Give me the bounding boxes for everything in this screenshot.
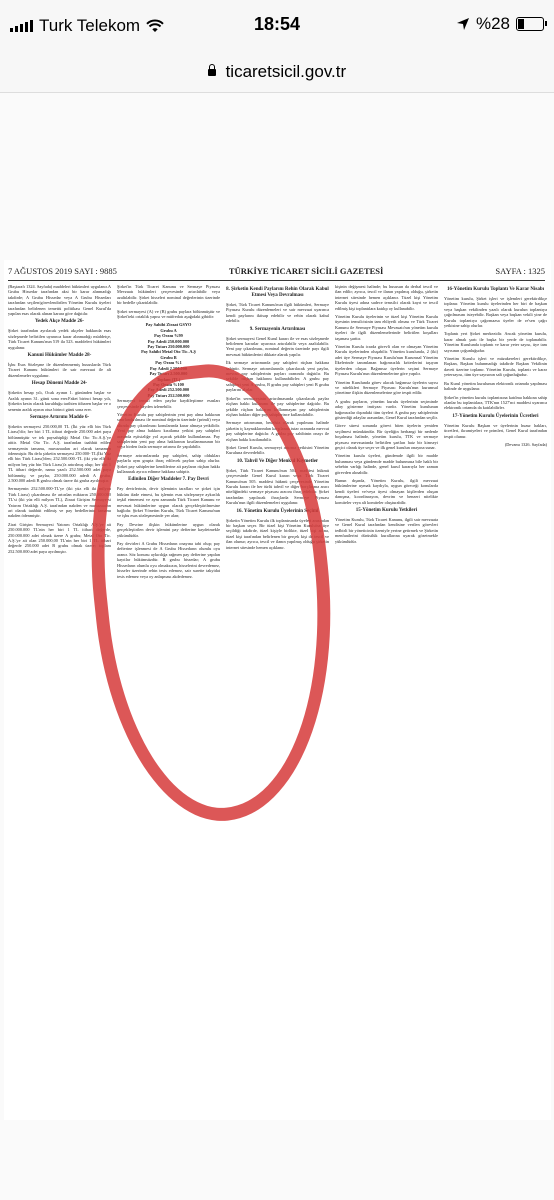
share-table-line: Grubu A bbox=[160, 327, 177, 333]
paragraph: Sermaye artırımlarında pay sahipleri, sahip oldukları paylarla aynı grupta ihraç edilecek payları sahip olurlar. Şirket pay sahiplerine kendilerine ait payların rüçhan hakkı kullanarak ayrıca edinme hakkına sahiptir. bbox=[117, 452, 220, 474]
section-heading: Yedek Akçe Madde 26- bbox=[34, 319, 85, 325]
continuation-note: (Devamı 1326. Sayfada) bbox=[504, 441, 547, 447]
paragraph: Yönetim Kurulu işleri ve müzakereleri gerektirdikçe, Başkan, Başkan bulunmadığı takdirde Başkan Vekilinin daveti üzerine toplanır. Yönetim Kurulu, toplantı ve karar yetersayısı, tüm üye sayısının salt çoğunluğudur. bbox=[444, 356, 547, 378]
carrier-name: Turk Telekom bbox=[39, 16, 141, 35]
paragraph: Şirket, Türk Ticaret Kanunu'nun 504. maddesi hükmü çerçevesinde Genel Kurul kararı veya Türk Ticaret Kanunu'nun 505. maddesi hükmü çerçevesinde Yönetim Kurulu kararı ile her türlü tahvil ve diğer borçlanma aracı niteliğindeki sermaye piyasası aracını ihraç edebilir. Şirket tarafından yapılacak ihraçlarda Sermaye Piyasası Kurulu'nun ilgili düzenlemeleri uygulanır. bbox=[226, 467, 329, 506]
paragraph: Şirket'in Türk Ticaret Kanunu ve Sermaye Piyasası Mevzuatı hükümleri çerçevesinde artırılabilir veya azaltılabilir. Şirket hisseleri nominal değerlerinin üzerinde bir bedelle çıkartılabilir. bbox=[117, 284, 220, 306]
paragraph: Görev süresi sonunda görevi biten üyelerin yeniden seçilmesi mümkündür. Bir üyeliğin herhangi bir nedenle boşalması halinde, yönetim kurulu, TTK ve sermaye piyasası mevzuatında belirtilen şartları haiz bir kimseyi geçici olarak üye seçer ve ilk genel kurulun onayına sunar. bbox=[335, 423, 438, 450]
paragraph: Şirket, Türk Ticaret Kanunu'nun ilgili hükümleri, Sermaye Piyasası Kurulu düzenlemeleri ve sair mevzuat uyarınca kendi paylarını iktisap edebilir ve rehin olarak kabul edebilir. bbox=[226, 302, 329, 324]
gazette-date-issue: 7 AĞUSTOS 2019 SAYI : 9885 bbox=[8, 266, 117, 276]
share-table-line: Pay Adedi 252.500.000 bbox=[147, 387, 190, 393]
paragraph: Pay Devrine ilişkin hükümlerine uygun olarak gerçekleştirilen devir işlemini pay defterine kaydetmekle yükümlüdür. bbox=[117, 521, 220, 538]
share-table-line: Grubu B bbox=[160, 354, 177, 360]
gazette-page bbox=[4, 260, 551, 1120]
section-heading: 17-Yönetim Kurulu Üyelerinin Ücretleri bbox=[452, 413, 539, 419]
paragraph: Yönetim Kurulunda görev alacak bağımsız üyelerin sayısı ve nitelikleri Sermaye Piyasası Kurulu'nun kurumsal yönetime ilişkin düzenlemelerine göre tespit edilir. bbox=[335, 379, 438, 396]
paragraph: Şirketin Yönetim Kurulu ilk toplantısında üyeleri arasından bir başkan seçer. Bir tüzel kişi Yönetim Kurulu'na üye seçildiği takdirde, tüzel kişiyle birlikte, tüzel kişi adına, tüzel kişi tarafından belirlenen bir gerçek kişi de tescil ve ilan olunur; ayrıca, tescil ve ilanın yapılmış olduğu şirketin internet sitesinde hemen açıklanır. bbox=[226, 517, 329, 550]
paragraph: kişinin değişmesi halinde; bu hususun da derhal tescil ve ilan edilir; ayrıca, tescil ve ilanın yapılmış olduğu, şirketin internet sitesinde hemen açıklanır. Tüzel kişi Yönetim Kurulu üyesi adına sadece temsilci olarak kayıt ve tescil edilmiş kişi toplantılara katılıp oy kullanabilir. bbox=[335, 284, 438, 311]
paragraph: Yönetim Kurulu Başkan ve üyelerinin huzur hakları, ücretleri, ikramiyeleri ve primleri, Genel Kurul tarafından tespit olunur. bbox=[444, 422, 547, 439]
location-arrow-icon bbox=[456, 17, 470, 31]
address-bar[interactable] bbox=[0, 56, 554, 93]
paragraph: Yönetim Kurulu pay sahiplerinin yeni pay alma hakkının sınırlandırılması ile nominal değerin üzerinde (primli) veya altında pay çıkarılması konularında karar almaya yetkilidir. Yeni pay alma hakkını kısıtlama yetkisi pay sahipleri arasında eşitsizliğe yol açacak şekilde kullanılamaz. Pay sahiplerinin yeni pay alma haklarının kısıtlanmasının bir veya birden fazla sermaye artırımı ile yapılabilir. bbox=[117, 411, 220, 450]
gazette-columns bbox=[8, 284, 547, 1116]
status-right-group bbox=[456, 14, 544, 34]
gazette-title: TÜRKİYE TİCARET SİCİLİ GAZETESİ bbox=[228, 266, 384, 276]
section-heading: 16. Yönetim Kurulu Üyelerinin Seçimi bbox=[236, 508, 319, 514]
paragraph: Pay devirleri A Grubu Hissedarın onayına tabi olup; pay defterine işlenmesi de A Grubu Hissedarın olumlu oyu aranır. Söz konusu aykırılığa rağmen pay defterine yapılan kayıtlar hükümsüzdür. B grubu hissedar; A grubu Hissedarın olumlu oyu olmaksızın, hisselerini devredemez, hisseler üzerinde rehin tesis edemez, sair surette takyidat tesis edemez veya oy anlaşması akdedemez. bbox=[117, 541, 220, 579]
status-bar bbox=[0, 0, 554, 56]
content-viewport[interactable] bbox=[0, 93, 554, 1200]
paragraph: Şirket'in yönetim kurulu toplantısına katılma hakkına sahip olanlar bu toplantılara, TTK'nın 1527'nci maddesi uyarınca elektronik ortamda da katılabilirler. bbox=[444, 394, 547, 411]
paragraph: Yönetim kurulu, Şirket işleri ve işlemleri gerektirdikçe toplanır. Yönetim kurulu üyelerinden her biri de başkan veya başkan vekilinden yazılı olarak kurulun toplantıya çağrılmasını isteyebilir. Başkan veya başkan vekili yine de Kurulu toplantıya çağırmazsa üyeler de re'sen çağrı yetkisine sahip olurlar. bbox=[444, 296, 547, 329]
paragraph: A grubu payların, yönetim kurulu üyelerinin seçiminde aday gösterme imtiyazı vardır. Yönetim kurulunun bağımsızlar dışındaki tüm üyeleri A grubu pay sahiplerinin gösterdiği adaylar arasından, Genel Kurul tarafından seçilir. bbox=[335, 398, 438, 420]
section-heading: Sermaye Artırımı Madde 6- bbox=[29, 414, 90, 420]
gazette-column bbox=[117, 284, 220, 1116]
paragraph: Şirket Genel Kurulu, sermayeyi artırma yetkisini Yönetim Kuruluna devredebilir. bbox=[226, 444, 329, 456]
paragraph: Şirket tarafından ayrılacak yedek akçeler hakkında esas sözleşmede belirtilen uyarınca karar alınmadığı müddetçe, Türk Ticaret Kanunu'nun 519 ila 523. maddeleri hükümleri uygulanır. bbox=[8, 328, 111, 350]
section-heading: 8. Şirketin Kendi Paylarını Rehin Olarak Kabul Etmesi Veya Devralması bbox=[226, 287, 329, 298]
paragraph: Şirket sermayesi Genel Kurul kararı ile ve esas sözleşmede belirlenen kararlar uyarınca artırılabilir veya azaltılabilir. Yeni pay çıkarılması, nominal değerin üzerinde payı ilgili mevzuat hükümlerini dikkate alarak yapılır. bbox=[226, 335, 329, 357]
share-table-line: Pay Tutarı 250.000.000 bbox=[147, 344, 190, 350]
paragraph: Pay devirlerinin, devir işleminin tarafları ve şirket için hüküm ifade etmesi, bu işlemin esas sözleşmeye aykırılık teşkil etmemesi ve aynı zamanda Türk Ticaret Kanunu ve mevzuat hükümlerine uygun olarak gerçekleştirilmesine bağlıdır. Şirket Yönetim Kurulu, Türk Ticaret Kanunu'nun ve işbu esas sözleşmesinde yer alan; bbox=[117, 486, 220, 519]
section-heading: Hesap Dönemi Madde 24- bbox=[31, 381, 88, 387]
paragraph: Yönetim Kurulu, Türk Ticaret Kanunu, ilgili sair mevzuata ve Genel Kurul tarafından kendisine verilen görevleri tedbirli bir yöneticinin özeniyle yerine getirmek ve Şirketin menfaatlerini dürüstlük kurallarına uyarak gözetmekle yükümlüdür. bbox=[335, 517, 438, 544]
paragraph: Şirket'in sermayesinin artırılmasında çıkarılacak paylar rüçhan hakkı kullanımı ile pay sahiplerine dağıtılır. Bu şekilde rüçhan haklarını kullanmayan pay sahiplerinin rüçhan hakları diğer pay sahiplerince kullanılabilir. bbox=[226, 395, 329, 417]
paragraph: Yönetim kurulu üyeleri, gündemde ilgili bir madde bulunması veya gündemde madde bulunmasa bile haklı bir sebebin varlığı halinde, genel kurul kararıyla her zaman görevden alınabilir. bbox=[335, 453, 438, 475]
share-table-line: Pay Tutarı 2.500.000 bbox=[149, 371, 188, 377]
paragraph: İlk sermaye artırımında pay sahipleri rüçhan hakkına sahiptir. Sermaye artırımlarında çıkarılacak yeni paylar, mevcut pay sahiplerinin payları oranında dağıtılır. Bu şekilde rüçhan haklarını kullanabilirler. A grubu pay sahipleri yeni A grubu, B grubu pay sahipleri yeni B grubu paylarını alırlar. bbox=[226, 360, 329, 393]
share-table-line: Pay Adedi 250.000.000 bbox=[147, 338, 190, 344]
paragraph: Zirat Girişim Sermayesi Yatırım Ortaklığı A.Ş.'ye ait 250.000.000 TL'nin her biri 1 TL itibari değerde, 250.000.000 adet olmak üzere A grubu; Metal Oto Tic. A.Ş.'ye ait olan 250.000,00 TL'nin her biri 1 TL itibari değerde 250.000 adet B grubu olmak üzere; toplam 252.500.000 adet paya ayrılmıştır. bbox=[8, 521, 111, 554]
paragraph: Toplantı yeri Şirket merkezidir. Ancak yönetim kurulu, karar almak şartı ile başka bir yerde de toplanabilir. Yönetim Kurulunda toplantı ve karar yeter sayısı, üye tam sayısının çoğunluğudur. bbox=[444, 331, 547, 353]
gazette-column bbox=[444, 284, 547, 1116]
paragraph: Sermaye artırımının, bedelsiz olarak yapılması halinde şirketin iç kaynaklarından karşılanan tutar oranında mevcut pay sahiplerine dağıtılır. A grubu pay sahibinin onayı ile rüçhan hakkı kısıtlanabilir. bbox=[226, 420, 329, 442]
gazette-column bbox=[335, 284, 438, 1116]
battery-fill bbox=[518, 19, 524, 29]
paragraph: Bu Kurul yönetim kurulunun elektronik ortamda yapılması halinde de uygulanır. bbox=[444, 380, 547, 392]
section-heading: 9. Sermayenin Artırılması bbox=[249, 326, 306, 332]
clock: 18:54 bbox=[253, 14, 301, 34]
gazette-header bbox=[8, 266, 545, 281]
paragraph: Şirketin sermayesi 250.000,00 TL (İki yüz elli bin Türk Lirası)'dir; her biri 1 TL itibari değerde 250.000 adet paya bölünmüştür ve tek paysahipliği Metal Oto Tic.A.Ş.'ye aittir. Metal Oto Tic. A.Ş. tarafından taahhüt edilen sermayenin tamamı, muvazaadan ari olarak tamamen ödenmiştir. Bu defa şirketin sermayesi 250.000- TL(İki Yüz elli bin Türk Lirası)'den; 252.500.000.-TL (iki yüz elli iki milyon beş yüz bin Türk Lirası)'a artırılmış olup; her biri 1 TL itibari değerde, nama yazılı 252.500.000 adet paya bölünmüş; ve paylar, 250.000.000 adedi A grubu, 2.500.000 adedi B grubu olmak üzere iki gruba ayrılmıştır. bbox=[8, 423, 111, 483]
gazette-column bbox=[226, 284, 329, 1116]
paragraph: Şirketin hesap yılı, Ocak ayının 1. gününden başlar ve Aralık ayının 31. günü sona erer.Faket birinci hesap yılı, Şirketin kesin olarak kurulduğu tarihten itibaren başlar ve o senenin aralık ayının otuz birinci günü sona erer. bbox=[8, 390, 111, 412]
paragraph: Sermayenin 252.500.000-TL'ye (iki yüz elli iki milyon Türk Lirası) çıkarılması ile artırılan miktarın 250.000.000 TL'si (iki yüz elli milyon TL), Ziraat Girişim Sermaye-si Yatırım Ortaklığı A.Ş. tarafından nakden ve muvazaadan ari olarak taahhüt edilmiş ve pay bedellerinin tamamı nakden ödenmiştir. bbox=[8, 486, 111, 519]
gazette-column bbox=[8, 284, 111, 1116]
paragraph: Yönetim Kurulu üyelerinin ve tüzel kişi Yönetim Kurulu üyesinin temsilcisinin tam ehliyetli olması ve Türk Ticaret Kanunu ile Sermaye Piyasası Mevzuatı'nın yönetim kurulu üyeleri ile ilgili düzenlemelerinde belirtilen koşulları taşıması şarttır. bbox=[335, 314, 438, 341]
gazette-page-number: SAYFA : 1325 bbox=[495, 266, 545, 276]
lock-icon bbox=[208, 69, 216, 76]
section-heading: Edinilen Diğer Maddeler 7. Pay Devri bbox=[128, 477, 209, 483]
share-table-line: Pay Sahibi Ziraat GSYO bbox=[145, 322, 192, 328]
share-table-line: Pay Oranı %99 bbox=[154, 333, 183, 339]
share-table-line: Pay Sahibi Metal Oto Tic. A.Ş bbox=[141, 349, 196, 355]
section-heading: 15-Yönetim Kurulu Yetkileri bbox=[355, 508, 418, 514]
section-heading: 10. Tahvil Ve Diğer Menkul Kıymetler bbox=[236, 458, 319, 464]
share-table-line: Toplam (TL) bbox=[156, 376, 181, 382]
paragraph: İşbu Esas Sözleşme ile düzenlenmemiş hususlarda Türk Ticaret Kanunu hükümleri ile sair mevzuat ile alt düzenlemeler uygulanır. bbox=[8, 362, 111, 378]
paragraph: Şirket sermayesi (A) ve (B) grubu paylara bölünmüştür ve Şirket'teki ortaklık yapısı ve müfredatı aşağıdaki gibidir: bbox=[117, 308, 220, 320]
share-table-line: Pay Tutarı 252.500.000 bbox=[147, 392, 190, 398]
paragraph: Sermayeyi temsil eden paylar kaydileştirme esasları çerçevesinde kayden izlenebilir. bbox=[117, 398, 220, 409]
paragraph: (Baştarafı 1324. Sayfada) maddeleri hükümleri uygulanır.A Grubu Hissedar tarafından aksi bir karar alınmadığı takdirde; A Grubu Hissedar veya A Grubu Hissedarı tarafından seçilen/görevlendirilen Yönetim Kurulu üyeleri tarafından belirlenen temettü politikası Genel Kurul'da yapılan esas olarak alınan karara göre dağıtılır. bbox=[8, 284, 111, 317]
battery-icon bbox=[516, 17, 544, 31]
paragraph: Yönetim Kurulu icrada görevli olan ve olmayan Yönetim Kurulu üyelerinden oluşabilir. Yönetim kurulunda, 2 (iki) adet üye Sermaye Piyasası Kurulu'nun Kurumsal Yönetim İlkelerinde tanımlanan bağımsızlık kriterlerini taşıyan üyelerden oluşur. Bağımsız üyelerin seçimi Sermaye Piyasası Kurulu'nun düzenlemelerine göre yapılır. bbox=[335, 344, 438, 377]
url-text: ticaretsicil.gov.tr bbox=[225, 62, 347, 81]
section-heading: Kanuni Hükümler Madde 28- bbox=[27, 353, 92, 359]
battery-percent: %28 bbox=[475, 14, 510, 33]
paragraph: Bunun dışında, Yönetim Kurulu, ilgili mevzuat hükümlerine uymak kaydıyla, uygun göreceği konularda kendi üyeleri ve/veya üyesi olmayan kişilerden oluşan danışma, koordinasyon, devrim ve benzeri nitelikte komiteler veya alt komiteler oluşturabilir. bbox=[335, 478, 438, 505]
section-heading: 16-Yönetim Kurulu Toplantı Ve Karar Nisabı bbox=[446, 287, 544, 292]
share-table-line: Pay Oranı %1 bbox=[155, 360, 182, 366]
share-table-line: Pay Adedi 2.500.000 bbox=[149, 365, 187, 371]
share-table-line: Pay Oranı %100 bbox=[153, 381, 184, 387]
